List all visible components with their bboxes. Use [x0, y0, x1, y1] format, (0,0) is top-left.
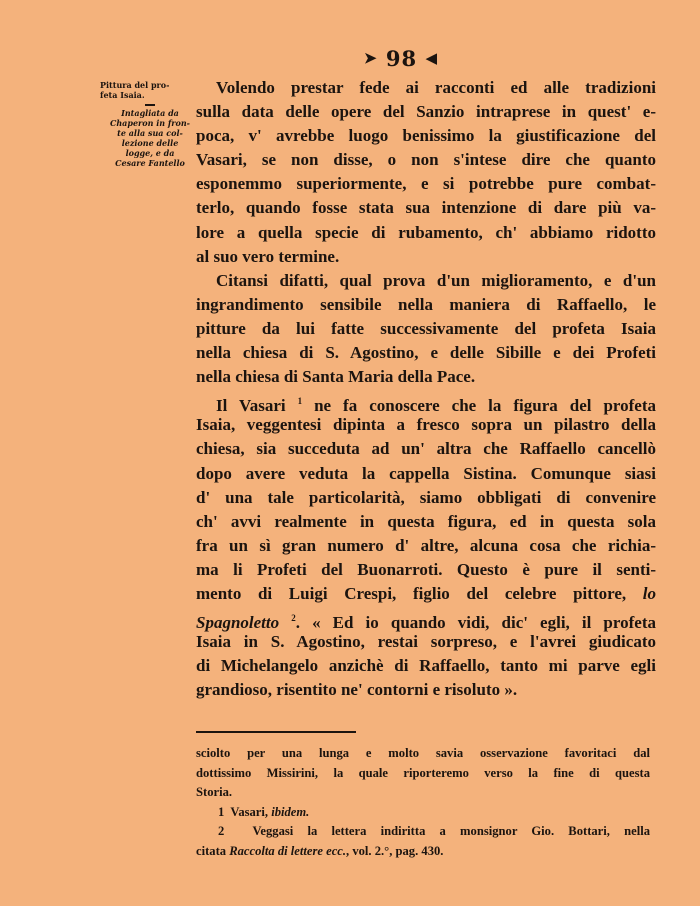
footnote-number: 1 [218, 804, 225, 819]
footnote-line: Storia. [196, 785, 233, 800]
footnote-ref: 1 [297, 396, 303, 407]
text-line: ch' avvi realmente in questa figura, ed in questa sola [196, 511, 656, 531]
footnote-text: Vasari, [230, 804, 269, 819]
footnote-rule [196, 731, 356, 733]
margin-note-line: logge, e da [125, 148, 175, 158]
footnote-1 [196, 803, 650, 823]
margin-notes [100, 80, 200, 168]
text-line: terlo, quando fosse stata sua intenzione di dare più va- [196, 198, 656, 218]
text-line: poca, v' avrebbe luogo benissimo la giustificazione del [196, 126, 656, 146]
text-segment: « Ed io quando vidi, dic' egli, il profeta [312, 613, 656, 633]
text-line: ingrandimento sensibile nella maniera di Raffaello, le [196, 294, 656, 314]
text-line: Vasari, se non disse, o non s'intese dire che quanto [196, 150, 656, 170]
page-number [364, 46, 438, 71]
text-line: Spagnoletto $^2$. « Ed io quando vidi, dic' egli, il profeta [196, 613, 656, 633]
text-line: nella chiesa di S. Agostino, e delle Sibille e dei Profeti [196, 343, 656, 363]
text-line: Isaia in S. Agostino, restai sorpreso, e l'avrei giudicato [196, 632, 656, 652]
text-line: chiesa, sia succeduta ad un' altra che Raffaello cancellò [196, 439, 656, 459]
footnote-italic: Raccolta di lettere ecc. [229, 843, 347, 858]
margin-note-line: Cesare Fantello [115, 158, 185, 168]
text-segment: ne fa conoscere che la figura del profeta [314, 396, 657, 416]
italic-segment: Spagnoletto [196, 613, 280, 633]
margin-note-line: lezione delle [121, 138, 179, 148]
text-line: grandioso, risentito ne' contorni e risoluto ». [196, 680, 518, 700]
text-line: Isaia, veggentesi dipinta a fresco sopra un pilastro della [196, 415, 656, 435]
margin-dash [145, 104, 155, 106]
text-segment: Il Vasari [216, 396, 286, 416]
text-line [196, 582, 656, 606]
footnote-2 [196, 822, 650, 842]
footnote-text: Veggasi la lettera indiritta a monsignor Gio. Bottari, nella [252, 824, 650, 839]
text-line: sulla data delle opere del Sanzio intraprese in quest' e- [196, 102, 656, 122]
footnote-text: , vol. 2.°, pag. 430. [346, 843, 444, 858]
margin-note-line: Intagliata da [121, 108, 179, 118]
text-line: fra un sì gran numero d' altre, alcuna cosa che richia- [196, 535, 656, 555]
text-line: Citansi difatti, qual prova d'un miglioramento, e d'un [216, 270, 656, 290]
page-number-value: 98 [385, 46, 418, 71]
margin-note-line: te alla sua col- [117, 128, 183, 138]
page-ornament-right: ◀ [425, 49, 438, 67]
text-line [196, 389, 657, 416]
footnote-line: sciolto per una lunga e molto savia osservazione favoritaci dal [196, 746, 650, 760]
footnote-line [196, 842, 650, 862]
text-line: dopo avere veduta la cappella Sistina. Comunque siasi [196, 463, 656, 483]
footnote-line: dottissimo Missirini, la quale riporteremo verso la fine di questa [196, 765, 650, 780]
page-ornament-left: ➤ [364, 49, 378, 67]
text-line: esponemmo superiormente, e si potrebbe pure combat- [196, 174, 656, 194]
text-line: Volendo prestar fede ai racconti ed alle tradizioni [216, 78, 656, 97]
text-line: al suo vero termine. [196, 246, 340, 266]
text-line: ma li Profeti del Buonarroti. Questo è pure il senti- [196, 559, 656, 579]
footnote-text: citata [196, 843, 227, 858]
footnote-ref: 2 [291, 613, 296, 624]
text-line: lore a quella specie di rubamento, ch' abbiamo ridotto [196, 222, 656, 242]
text-line: di Michelangelo anzichè di Raffaello, tanto mi parve egli [196, 656, 656, 676]
text-line: d' una tale particolarità, siamo obbligati di convenire [196, 487, 656, 507]
margin-note-line: feta Isaia. [100, 90, 145, 100]
text-line: nella chiesa di Santa Maria della Pace. [196, 367, 476, 387]
italic-segment: lo [642, 583, 656, 603]
body-text [196, 76, 656, 702]
footnotes [196, 744, 650, 862]
margin-note-line: Pittura del pro- [100, 80, 170, 90]
footnote-number: 2 [218, 824, 225, 839]
margin-note-line: Chaperon in fron- [110, 118, 190, 128]
footnote-italic: ibidem. [271, 804, 310, 819]
text-line: pitture da lui fatte successivamente del profeta Isaia [196, 318, 656, 338]
text-segment: mento di Luigi Crespi, figlio del celebre pittore, [196, 583, 627, 603]
